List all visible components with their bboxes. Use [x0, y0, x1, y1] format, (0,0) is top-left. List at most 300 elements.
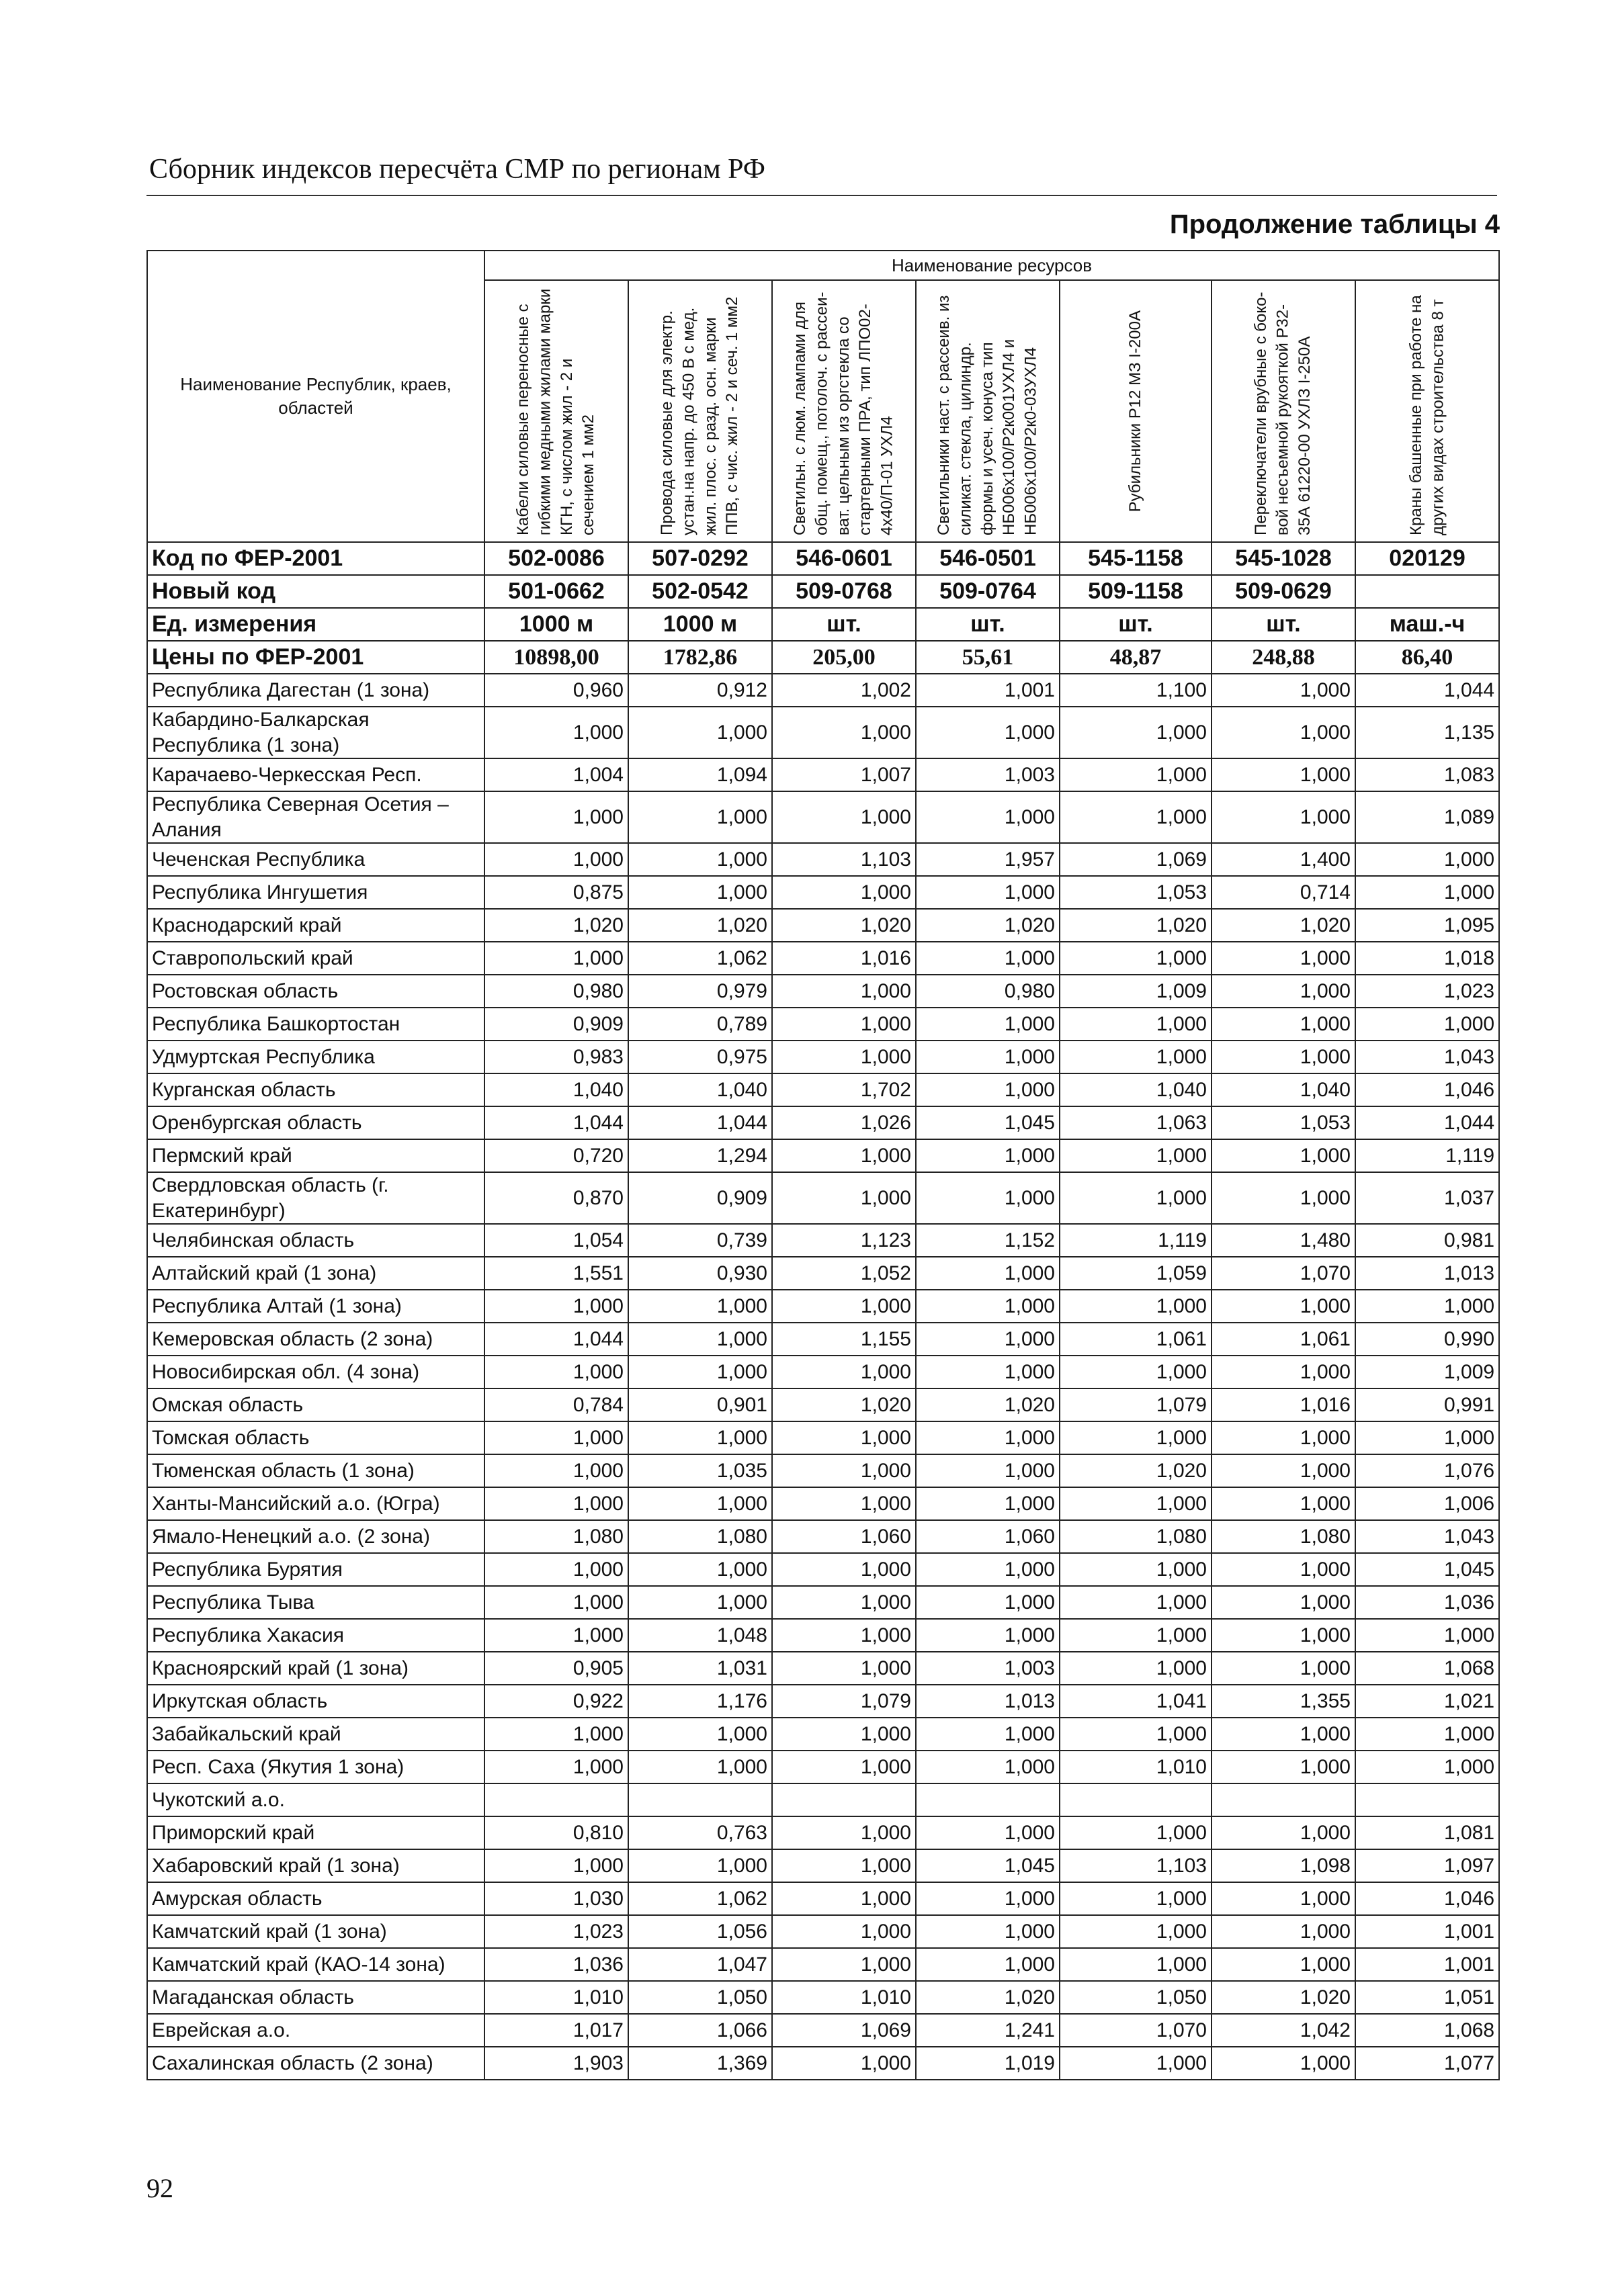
index-value-cell: 1,000	[628, 1290, 772, 1323]
index-value-cell: 1,010	[1060, 1751, 1212, 1783]
index-value-cell: 1,000	[772, 791, 916, 843]
index-value-cell: 1,000	[484, 1619, 628, 1652]
index-value-cell: 1,000	[628, 1849, 772, 1882]
index-value-cell: 0,930	[628, 1257, 772, 1290]
index-value-cell: 1,000	[628, 1553, 772, 1586]
meta-cell: 509-0768	[772, 575, 916, 608]
meta-cell: 545-1158	[1060, 542, 1212, 575]
index-value-cell: 1,000	[916, 1041, 1060, 1073]
index-value-cell: 1,079	[1060, 1388, 1212, 1421]
table-row	[147, 1106, 1499, 1139]
region-name: Ямало-Ненецкий а.о. (2 зона)	[147, 1520, 484, 1553]
index-value-cell: 1,000	[1355, 1290, 1499, 1323]
table-row	[147, 1388, 1499, 1421]
index-value-cell: 0,739	[628, 1224, 772, 1257]
index-value-cell: 1,060	[772, 1520, 916, 1553]
index-value-cell: 1,040	[1060, 1073, 1212, 1106]
resource-column-header	[772, 280, 916, 542]
region-name: Хабаровский край (1 зона)	[147, 1849, 484, 1882]
index-value-cell	[628, 1783, 772, 1816]
index-value-cell: 1,009	[1060, 975, 1212, 1008]
index-value-cell: 0,901	[628, 1388, 772, 1421]
index-value-cell: 1,021	[1355, 1685, 1499, 1718]
index-value-cell: 1,000	[628, 707, 772, 758]
index-value-cell: 1,020	[1212, 1981, 1355, 2014]
meta-cell: 501-0662	[484, 575, 628, 608]
index-value-cell: 1,001	[916, 674, 1060, 707]
table-row	[147, 1172, 1499, 1224]
index-value-cell: 1,004	[484, 758, 628, 791]
region-name: Республика Ингушетия	[147, 876, 484, 909]
index-value-cell: 1,020	[916, 1388, 1060, 1421]
index-value-cell: 1,000	[772, 876, 916, 909]
index-value-cell: 0,979	[628, 975, 772, 1008]
index-value-cell: 1,000	[916, 1553, 1060, 1586]
table-row	[147, 1685, 1499, 1718]
index-value-cell: 1,060	[916, 1520, 1060, 1553]
index-value-cell: 1,000	[772, 1652, 916, 1685]
region-name: Камчатский край (1 зона)	[147, 1915, 484, 1948]
index-value-cell: 1,023	[1355, 975, 1499, 1008]
index-value-cell: 1,152	[916, 1224, 1060, 1257]
index-value-cell: 1,000	[772, 1849, 916, 1882]
index-value-cell: 1,080	[628, 1520, 772, 1553]
index-value-cell: 1,000	[628, 1718, 772, 1751]
index-value-cell: 1,007	[772, 758, 916, 791]
index-value-cell: 1,044	[628, 1106, 772, 1139]
resource-column-header	[484, 280, 628, 542]
meta-row	[147, 641, 1499, 674]
index-value-cell: 1,006	[1355, 1487, 1499, 1520]
resource-column-header-text: Светильн. с люм. лампами для общ. помещ., потолоч. с рассеи-ват. цельным из оргстекла со стартерными ПРА, тип ЛПО02-4х40/П-01 УХЛ4	[791, 292, 896, 535]
meta-cell	[1355, 575, 1499, 608]
index-value-cell: 1,000	[916, 1487, 1060, 1520]
index-value-cell: 1,020	[916, 1981, 1060, 2014]
index-table	[146, 250, 1500, 2080]
index-value-cell: 1,020	[916, 909, 1060, 942]
index-value-cell: 1,040	[484, 1073, 628, 1106]
index-value-cell: 1,355	[1212, 1685, 1355, 1718]
index-value-cell: 0,990	[1355, 1323, 1499, 1356]
table-row	[147, 1224, 1499, 1257]
table-row	[147, 1849, 1499, 1882]
table-data-rows	[147, 674, 1499, 2080]
index-value-cell: 0,981	[1355, 1224, 1499, 1257]
table-row	[147, 1290, 1499, 1323]
region-name: Сахалинская область (2 зона)	[147, 2047, 484, 2080]
index-value-cell: 1,002	[772, 674, 916, 707]
index-value-cell: 1,000	[772, 1553, 916, 1586]
index-value-cell: 1,013	[916, 1685, 1060, 1718]
region-name: Республика Тыва	[147, 1586, 484, 1619]
index-value-cell: 1,000	[1060, 1487, 1212, 1520]
index-value-cell: 1,000	[1212, 1041, 1355, 1073]
index-value-cell: 1,020	[1060, 909, 1212, 942]
index-value-cell: 1,020	[772, 1388, 916, 1421]
index-value-cell: 1,000	[1212, 1421, 1355, 1454]
index-value-cell: 1,000	[1212, 674, 1355, 707]
table-row	[147, 1139, 1499, 1172]
index-value-cell: 1,000	[916, 1586, 1060, 1619]
index-value-cell: 1,009	[1355, 1356, 1499, 1388]
index-value-cell: 1,176	[628, 1685, 772, 1718]
index-value-cell: 1,000	[1212, 975, 1355, 1008]
index-value-cell: 1,066	[628, 2014, 772, 2047]
resources-header: Наименование ресурсов	[484, 251, 1499, 280]
index-value-cell: 1,000	[916, 1008, 1060, 1041]
index-value-cell: 0,720	[484, 1139, 628, 1172]
index-value-cell: 1,119	[1060, 1224, 1212, 1257]
meta-cell: 1000 м	[628, 608, 772, 641]
index-value-cell: 1,294	[628, 1139, 772, 1172]
index-value-cell: 1,000	[484, 1849, 628, 1882]
index-value-cell: 1,000	[916, 1718, 1060, 1751]
table-row	[147, 1783, 1499, 1816]
index-value-cell: 1,000	[1060, 2047, 1212, 2080]
region-name: Новосибирская обл. (4 зона)	[147, 1356, 484, 1388]
index-value-cell: 1,061	[1060, 1323, 1212, 1356]
region-name: Ставропольский край	[147, 942, 484, 975]
index-value-cell	[1355, 1783, 1499, 1816]
index-value-cell: 1,000	[772, 1290, 916, 1323]
region-name: Иркутская область	[147, 1685, 484, 1718]
index-value-cell: 1,103	[1060, 1849, 1212, 1882]
index-value-cell: 1,000	[1060, 1619, 1212, 1652]
table-row	[147, 2047, 1499, 2080]
table-row	[147, 1323, 1499, 1356]
index-value-cell: 1,000	[1060, 1290, 1212, 1323]
table-row	[147, 1008, 1499, 1041]
index-value-cell: 1,089	[1355, 791, 1499, 843]
index-value-cell: 1,052	[772, 1257, 916, 1290]
index-value-cell: 1,000	[1355, 843, 1499, 876]
index-value-cell: 1,050	[628, 1981, 772, 2014]
region-name: Челябинская область	[147, 1224, 484, 1257]
meta-cell: 1782,86	[628, 641, 772, 674]
index-value-cell: 1,001	[1355, 1915, 1499, 1948]
meta-cell: 546-0501	[916, 542, 1060, 575]
table-row	[147, 1948, 1499, 1981]
index-value-cell: 1,000	[916, 791, 1060, 843]
region-name: Республика Хакасия	[147, 1619, 484, 1652]
index-value-cell: 1,059	[1060, 1257, 1212, 1290]
table-continuation-caption: Продолжение таблицы 4	[1169, 210, 1500, 239]
index-value-cell: 1,068	[1355, 2014, 1499, 2047]
index-value-cell: 1,000	[1060, 1816, 1212, 1849]
index-value-cell: 1,046	[1355, 1882, 1499, 1915]
index-value-cell: 1,053	[1212, 1106, 1355, 1139]
meta-cell: 1000 м	[484, 608, 628, 641]
index-value-cell: 1,123	[772, 1224, 916, 1257]
index-value-cell: 0,909	[484, 1008, 628, 1041]
document-title: Сборник индексов пересчёта СМР по регионам РФ	[149, 154, 765, 185]
meta-cell: 248,88	[1212, 641, 1355, 674]
index-value-cell: 1,957	[916, 843, 1060, 876]
table-row	[147, 707, 1499, 758]
index-value-cell: 1,041	[1060, 1685, 1212, 1718]
page-number: 92	[146, 2173, 173, 2203]
meta-cell: 509-0764	[916, 575, 1060, 608]
index-value-cell: 1,045	[916, 1106, 1060, 1139]
index-value-cell: 1,000	[1212, 1487, 1355, 1520]
meta-cell: 502-0086	[484, 542, 628, 575]
index-value-cell: 1,000	[484, 1553, 628, 1586]
index-value-cell: 1,000	[916, 1421, 1060, 1454]
index-value-cell: 1,044	[1355, 1106, 1499, 1139]
index-value-cell: 1,026	[772, 1106, 916, 1139]
index-value-cell: 0,784	[484, 1388, 628, 1421]
region-name: Удмуртская Республика	[147, 1041, 484, 1073]
region-column-header: Наименование Республик, краев, областей	[147, 251, 484, 542]
index-value-cell: 1,000	[1212, 791, 1355, 843]
index-value-cell: 0,912	[628, 674, 772, 707]
index-value-cell: 1,010	[772, 1981, 916, 2014]
index-value-cell: 1,000	[1060, 1586, 1212, 1619]
region-name: Республика Северная Осетия – Алания	[147, 791, 484, 843]
meta-cell: шт.	[772, 608, 916, 641]
table-row	[147, 1882, 1499, 1915]
index-value-cell: 1,000	[1212, 1816, 1355, 1849]
meta-cell: 509-1158	[1060, 575, 1212, 608]
index-value-cell: 1,000	[1060, 1882, 1212, 1915]
index-value-cell: 1,020	[1212, 909, 1355, 942]
index-value-cell: 1,098	[1212, 1849, 1355, 1882]
index-value-cell: 1,000	[772, 975, 916, 1008]
meta-row-label: Ед. измерения	[147, 608, 484, 641]
region-name: Кабардино-Балкарская Республика (1 зона)	[147, 707, 484, 758]
index-value-cell: 1,000	[628, 791, 772, 843]
region-name: Еврейская а.о.	[147, 2014, 484, 2047]
index-value-cell: 1,010	[484, 1981, 628, 2014]
table-row	[147, 791, 1499, 843]
index-value-cell	[916, 1783, 1060, 1816]
region-name: Краснодарский край	[147, 909, 484, 942]
index-value-cell: 1,000	[916, 876, 1060, 909]
meta-cell: 545-1028	[1212, 542, 1355, 575]
index-value-cell: 1,017	[484, 2014, 628, 2047]
index-value-cell: 1,000	[1060, 758, 1212, 791]
index-value-cell: 0,975	[628, 1041, 772, 1073]
index-value-cell: 1,019	[916, 2047, 1060, 2080]
index-value-cell: 1,000	[916, 1356, 1060, 1388]
index-value-cell: 1,053	[1060, 876, 1212, 909]
index-value-cell: 1,000	[772, 1882, 916, 1915]
table-row	[147, 674, 1499, 707]
index-value-cell: 1,000	[484, 1751, 628, 1783]
index-value-cell: 1,480	[1212, 1224, 1355, 1257]
index-value-cell: 0,980	[484, 975, 628, 1008]
index-value-cell: 1,000	[1060, 942, 1212, 975]
table-row	[147, 876, 1499, 909]
table-row	[147, 1487, 1499, 1520]
region-name: Республика Алтай (1 зона)	[147, 1290, 484, 1323]
index-value-cell: 1,000	[1212, 1751, 1355, 1783]
index-value-cell: 0,960	[484, 674, 628, 707]
index-value-cell: 1,100	[1060, 674, 1212, 707]
index-value-cell: 1,061	[1212, 1323, 1355, 1356]
index-value-cell: 1,080	[1060, 1520, 1212, 1553]
index-value-cell: 1,000	[484, 843, 628, 876]
region-name: Ханты-Мансийский а.о. (Югра)	[147, 1487, 484, 1520]
index-value-cell: 1,903	[484, 2047, 628, 2080]
index-value-cell: 1,000	[1355, 876, 1499, 909]
index-value-cell: 1,048	[628, 1619, 772, 1652]
index-value-cell: 1,020	[484, 909, 628, 942]
meta-row	[147, 608, 1499, 641]
index-value-cell: 1,000	[1212, 942, 1355, 975]
index-value-cell: 1,054	[484, 1224, 628, 1257]
index-value-cell	[484, 1783, 628, 1816]
index-value-cell: 1,000	[628, 1421, 772, 1454]
index-value-cell: 1,056	[628, 1915, 772, 1948]
table-row	[147, 1816, 1499, 1849]
region-name: Респ. Саха (Якутия 1 зона)	[147, 1751, 484, 1783]
index-value-cell: 1,000	[1212, 1553, 1355, 1586]
index-value-cell: 0,980	[916, 975, 1060, 1008]
index-value-cell: 1,000	[628, 1487, 772, 1520]
index-value-cell: 1,000	[772, 1139, 916, 1172]
index-value-cell: 1,000	[1060, 1356, 1212, 1388]
meta-row	[147, 542, 1499, 575]
index-value-cell: 1,000	[484, 791, 628, 843]
resource-column-header	[916, 280, 1060, 542]
index-value-cell: 1,000	[1212, 1915, 1355, 1948]
table-row	[147, 2014, 1499, 2047]
index-value-cell: 1,135	[1355, 707, 1499, 758]
index-value-cell: 1,702	[772, 1073, 916, 1106]
region-name: Магаданская область	[147, 1981, 484, 2014]
index-value-cell: 1,094	[628, 758, 772, 791]
index-value-cell: 1,000	[484, 1421, 628, 1454]
meta-cell: маш.-ч	[1355, 608, 1499, 641]
index-value-cell: 1,000	[772, 1008, 916, 1041]
index-value-cell: 1,000	[1212, 1290, 1355, 1323]
index-value-cell: 1,000	[916, 1290, 1060, 1323]
meta-row-label: Новый код	[147, 575, 484, 608]
region-name: Пермский край	[147, 1139, 484, 1172]
index-value-cell: 1,369	[628, 2047, 772, 2080]
index-value-cell: 1,000	[1212, 1619, 1355, 1652]
index-value-cell: 1,000	[1212, 1586, 1355, 1619]
region-name: Кемеровская область (2 зона)	[147, 1323, 484, 1356]
index-value-cell: 1,036	[1355, 1586, 1499, 1619]
table-row	[147, 1981, 1499, 2014]
index-value-cell: 1,000	[916, 1948, 1060, 1981]
table-row	[147, 1454, 1499, 1487]
table-row	[147, 1652, 1499, 1685]
index-value-cell: 1,000	[916, 707, 1060, 758]
table-row	[147, 1421, 1499, 1454]
index-value-cell: 1,062	[628, 942, 772, 975]
index-value-cell: 1,000	[772, 1619, 916, 1652]
index-value-cell: 1,000	[628, 1751, 772, 1783]
index-value-cell: 1,000	[772, 1915, 916, 1948]
index-value-cell: 1,000	[484, 1586, 628, 1619]
index-value-cell: 1,020	[628, 909, 772, 942]
index-value-cell: 1,000	[1060, 707, 1212, 758]
resource-column-header-text: Рубильники Р12 МЗ I-200А	[1125, 310, 1144, 513]
table-row	[147, 1520, 1499, 1553]
index-value-cell: 0,810	[484, 1816, 628, 1849]
index-value-cell: 1,044	[484, 1106, 628, 1139]
index-value-cell: 1,000	[772, 1948, 916, 1981]
table-row	[147, 1586, 1499, 1619]
region-name: Республика Бурятия	[147, 1553, 484, 1586]
index-value-cell: 1,000	[484, 1454, 628, 1487]
resource-column-header-text: Переключатели врубные с боко-вой несъемной рукояткой Р32-35А 61220-00 УХЛЗ I-250А	[1252, 292, 1314, 535]
index-value-cell: 1,081	[1355, 1816, 1499, 1849]
index-value-cell: 0,714	[1212, 876, 1355, 909]
index-value-cell: 1,047	[628, 1948, 772, 1981]
index-value-cell: 1,000	[484, 707, 628, 758]
index-value-cell: 1,000	[772, 1041, 916, 1073]
index-value-cell: 0,789	[628, 1008, 772, 1041]
index-value-cell: 1,000	[916, 1619, 1060, 1652]
meta-cell: 502-0542	[628, 575, 772, 608]
index-value-cell: 1,000	[1355, 1718, 1499, 1751]
resource-column-header	[1060, 280, 1212, 542]
meta-row-label: Цены по ФЕР-2001	[147, 641, 484, 674]
resource-column-header-text: Светильники наст. с рассеив. из силикат. стекла, цилиндр. формы и усеч. конуса тип НБ006х100/Р2к001УХЛ4 и НБ006х100/Р2к0-03УХЛ4	[935, 295, 1040, 535]
index-value-cell: 1,080	[1212, 1520, 1355, 1553]
table-row	[147, 1553, 1499, 1586]
index-value-cell: 1,080	[484, 1520, 628, 1553]
index-value-cell: 1,000	[1212, 1454, 1355, 1487]
table-row	[147, 843, 1499, 876]
region-name: Курганская область	[147, 1073, 484, 1106]
index-value-cell: 0,905	[484, 1652, 628, 1685]
region-name: Забайкальский край	[147, 1718, 484, 1751]
index-value-cell: 1,097	[1355, 1849, 1499, 1882]
meta-cell: 55,61	[916, 641, 1060, 674]
index-value-cell: 1,040	[1212, 1073, 1355, 1106]
index-value-cell: 1,000	[1212, 707, 1355, 758]
table-row	[147, 909, 1499, 942]
region-name: Красноярский край (1 зона)	[147, 1652, 484, 1685]
index-value-cell: 1,000	[1355, 1008, 1499, 1041]
region-name: Омская область	[147, 1388, 484, 1421]
table-row	[147, 758, 1499, 791]
resource-column-header-text: Краны башенные при работе на других видах строительства 8 т	[1406, 295, 1447, 535]
table-row	[147, 1257, 1499, 1290]
index-value-cell: 1,044	[484, 1323, 628, 1356]
region-name: Приморский край	[147, 1816, 484, 1849]
region-name: Томская область	[147, 1421, 484, 1454]
meta-cell: шт.	[1060, 608, 1212, 641]
index-value-cell: 0,909	[628, 1172, 772, 1224]
region-name: Чукотский а.о.	[147, 1783, 484, 1816]
index-value-cell: 1,000	[916, 1816, 1060, 1849]
index-value-cell: 1,000	[1355, 1421, 1499, 1454]
index-value-cell: 1,000	[628, 1356, 772, 1388]
index-value-cell: 1,000	[1212, 1172, 1355, 1224]
index-value-cell: 1,119	[1355, 1139, 1499, 1172]
index-value-cell: 1,000	[628, 843, 772, 876]
index-value-cell: 1,000	[1060, 1948, 1212, 1981]
index-value-cell: 0,875	[484, 876, 628, 909]
region-name: Республика Дагестан (1 зона)	[147, 674, 484, 707]
index-value-cell: 1,000	[484, 1487, 628, 1520]
index-value-cell: 1,000	[772, 1487, 916, 1520]
index-value-cell: 1,016	[1212, 1388, 1355, 1421]
meta-cell: 546-0601	[772, 542, 916, 575]
index-value-cell: 1,000	[916, 1257, 1060, 1290]
index-value-cell: 0,991	[1355, 1388, 1499, 1421]
index-value-cell	[772, 1783, 916, 1816]
meta-cell: 10898,00	[484, 641, 628, 674]
index-value-cell: 1,000	[772, 1751, 916, 1783]
index-value-cell: 1,000	[1212, 1356, 1355, 1388]
